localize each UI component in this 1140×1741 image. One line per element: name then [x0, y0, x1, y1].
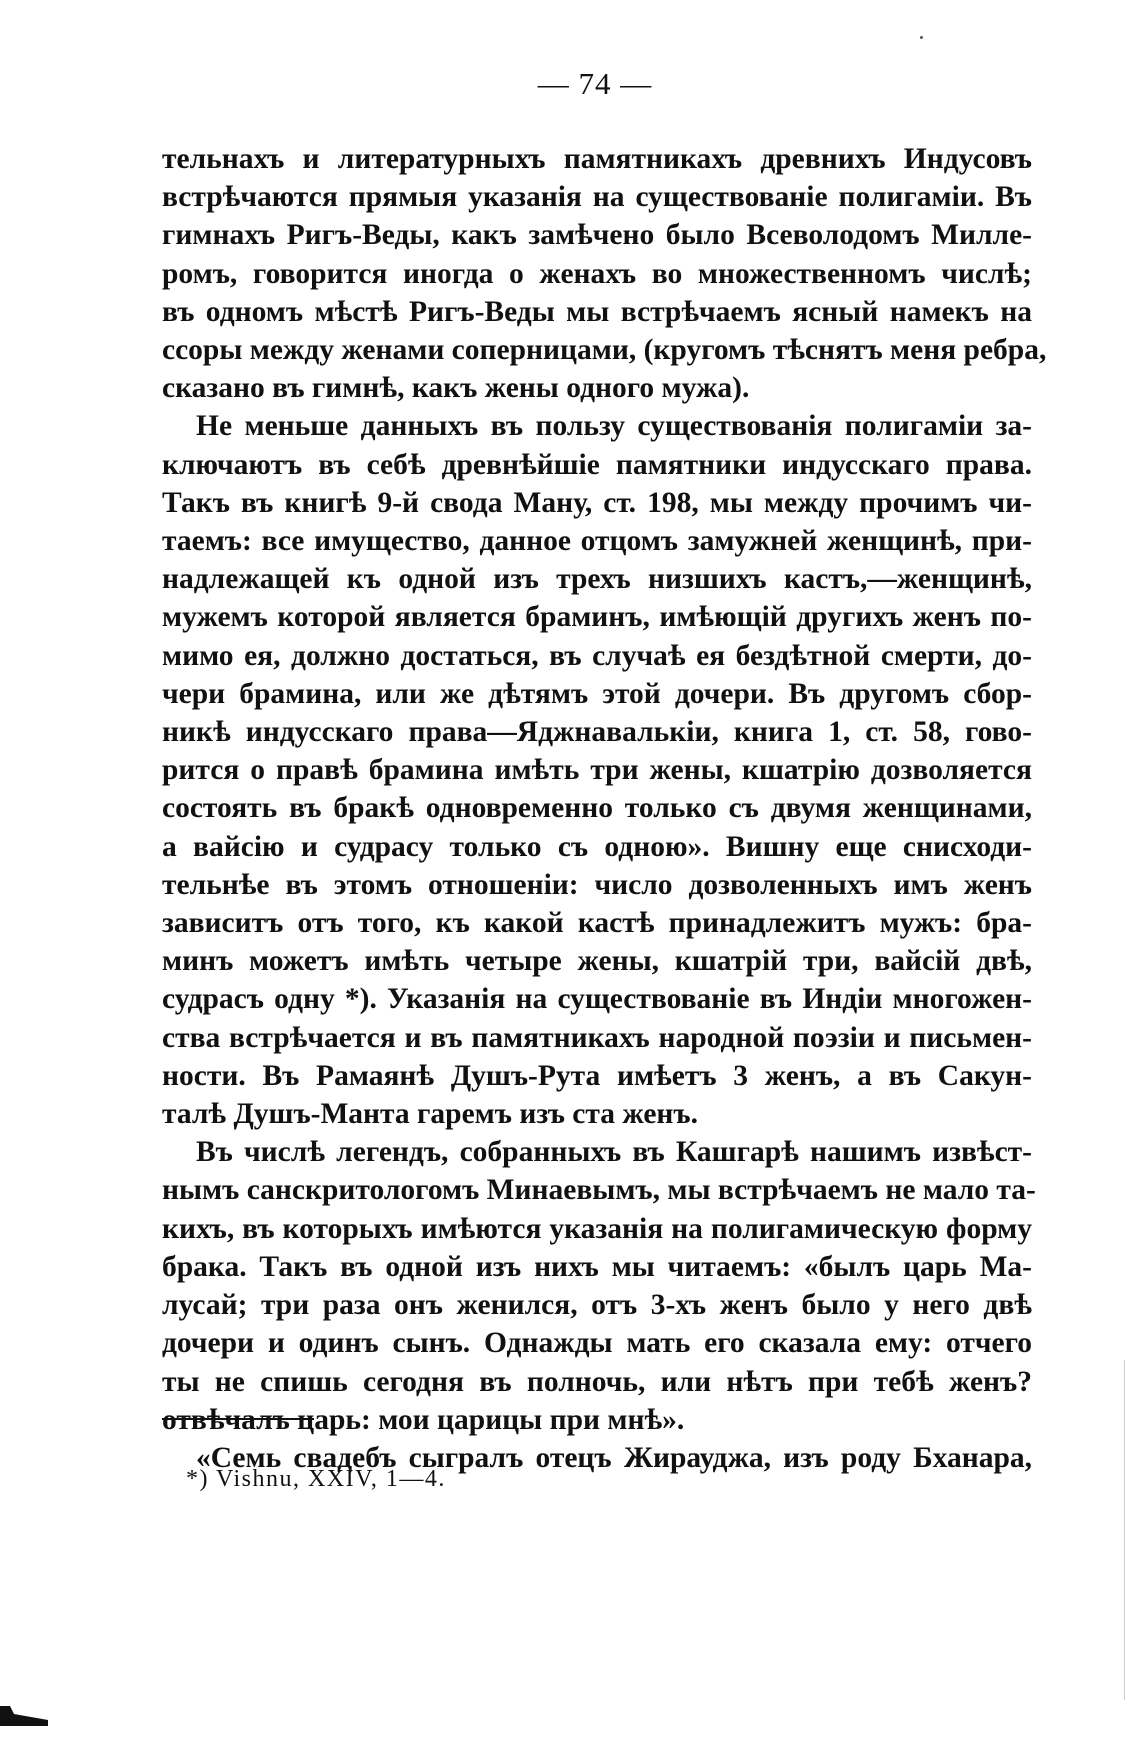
text-line: Въ числѣ легендъ, собранныхъ въ Кашгарѣ нашимъ извѣст- — [196, 1136, 1032, 1169]
paragraph-3 — [162, 1133, 1036, 1439]
text-line: мужемъ которой является браминъ, имѣющій другихъ женъ по- — [162, 601, 1032, 634]
text-line: ссоры между женами соперницами, (кругомъ тѣснятъ меня ребра, — [162, 334, 1047, 367]
text-line: рится о правѣ брамина имѣть три жены, кшатрію дозволяется — [162, 754, 1032, 787]
text-line: ключаютъ въ себѣ древнѣйшіе памятники индусскаго права. — [162, 448, 1032, 481]
text-line: а вайсію и судрасу только съ одною». Вишну еще снисходи- — [162, 830, 1032, 863]
paragraph-1 — [162, 140, 1047, 407]
text-line: тельнахъ и литературныхъ памятникахъ древнихъ Индусовъ — [162, 143, 1032, 175]
text-line: сказано въ гимнѣ, какъ жены одного мужа). — [162, 372, 750, 405]
text-line: надлежащей къ одной изъ трехъ низшихъ кастъ,—женщинѣ, — [162, 563, 1032, 596]
text-line: зависитъ отъ того, къ какой кастѣ принадлежитъ мужъ: бра- — [162, 907, 1032, 940]
body-text — [162, 140, 1047, 1477]
scan-corner-mark — [0, 1706, 48, 1726]
text-line: отвѣчалъ царь: мои царицы при мнѣ». — [162, 1403, 685, 1436]
text-line: встрѣчаются прямыя указанія на существованіе полигаміи. Въ — [162, 181, 1032, 214]
text-line: Такъ въ книгѣ 9-й свода Ману, ст. 198, мы между прочимъ чи- — [162, 486, 1032, 519]
scan-speck — [920, 36, 923, 39]
footnote: *) Vishnu, XXIV, 1—4. — [186, 1466, 446, 1492]
text-line: талѣ Душъ-Манта гаремъ изъ ста женъ. — [162, 1098, 698, 1131]
text-line: «Семь свадебъ сыгралъ отецъ Жирауджа, изъ роду Бханара, — [196, 1441, 1032, 1474]
text-line: минъ можетъ имѣть четыре жены, кшатрій три, вайсій двѣ, — [162, 945, 1032, 978]
text-line: ства встрѣчается и въ памятникахъ народной поэзіи и письмен- — [162, 1021, 1032, 1054]
text-line: нымъ санскритологомъ Минаевымъ, мы встрѣчаемъ не мало та- — [162, 1174, 1036, 1207]
text-line: ромъ, говорится иногда о женахъ во множественномъ числѣ; — [162, 257, 1032, 290]
text-line: чери брамина, или же дѣтямъ этой дочери. Въ другомъ сбор- — [162, 677, 1032, 710]
text-line: дочери и одинъ сынъ. Однажды мать его сказала ему: отчего — [162, 1327, 1032, 1360]
text-line: въ одномъ мѣстѣ Ригъ-Веды мы встрѣчаемъ ясный намекъ на — [162, 295, 1032, 328]
text-line: состоять въ бракѣ одновременно только съ двумя женщинами, — [162, 792, 1032, 825]
page-number: — 74 — — [537, 66, 653, 101]
text-line: гимнахъ Ригъ-Веды, какъ замѣчено было Всеволодомъ Милле- — [162, 219, 1032, 252]
text-line: лусай; три раза онъ женился, отъ 3-хъ женъ было у него двѣ — [162, 1289, 1032, 1322]
text-line: ности. Въ Рамаянѣ Душъ-Рута имѣетъ 3 женъ, а въ Сакун- — [162, 1059, 1032, 1092]
text-line: брака. Такъ въ одной изъ нихъ мы читаемъ: «былъ царь Ма- — [162, 1250, 1032, 1283]
text-line: судрасъ одну *). Указанія на существованіе въ Индіи многожен- — [162, 983, 1032, 1016]
text-line: никѣ индусскаго права—Яджнавалькіи, книга 1, ст. 58, гово- — [162, 716, 1032, 749]
footnote-rule — [162, 1418, 314, 1420]
text-line: кихъ, въ которыхъ имѣются указанія на полигамическую форму — [162, 1212, 1032, 1245]
text-line: таемъ: все имущество, данное отцомъ замужней женщинѣ, при- — [162, 525, 1032, 558]
text-line: ты не спишь сегодня въ полночь, или нѣтъ при тебѣ женъ? — [162, 1365, 1032, 1398]
text-line: тельнѣе въ этомъ отношеніи: число дозволенныхъ имъ женъ — [162, 868, 1032, 901]
text-line: Не меньше данныхъ въ пользу существованія полигаміи за- — [196, 410, 1032, 443]
text-line: мимо ея, должно достаться, въ случаѣ ея бездѣтной смерти, до- — [162, 639, 1032, 672]
paragraph-2 — [162, 407, 1032, 1133]
scan-edge — [1124, 1360, 1125, 1700]
